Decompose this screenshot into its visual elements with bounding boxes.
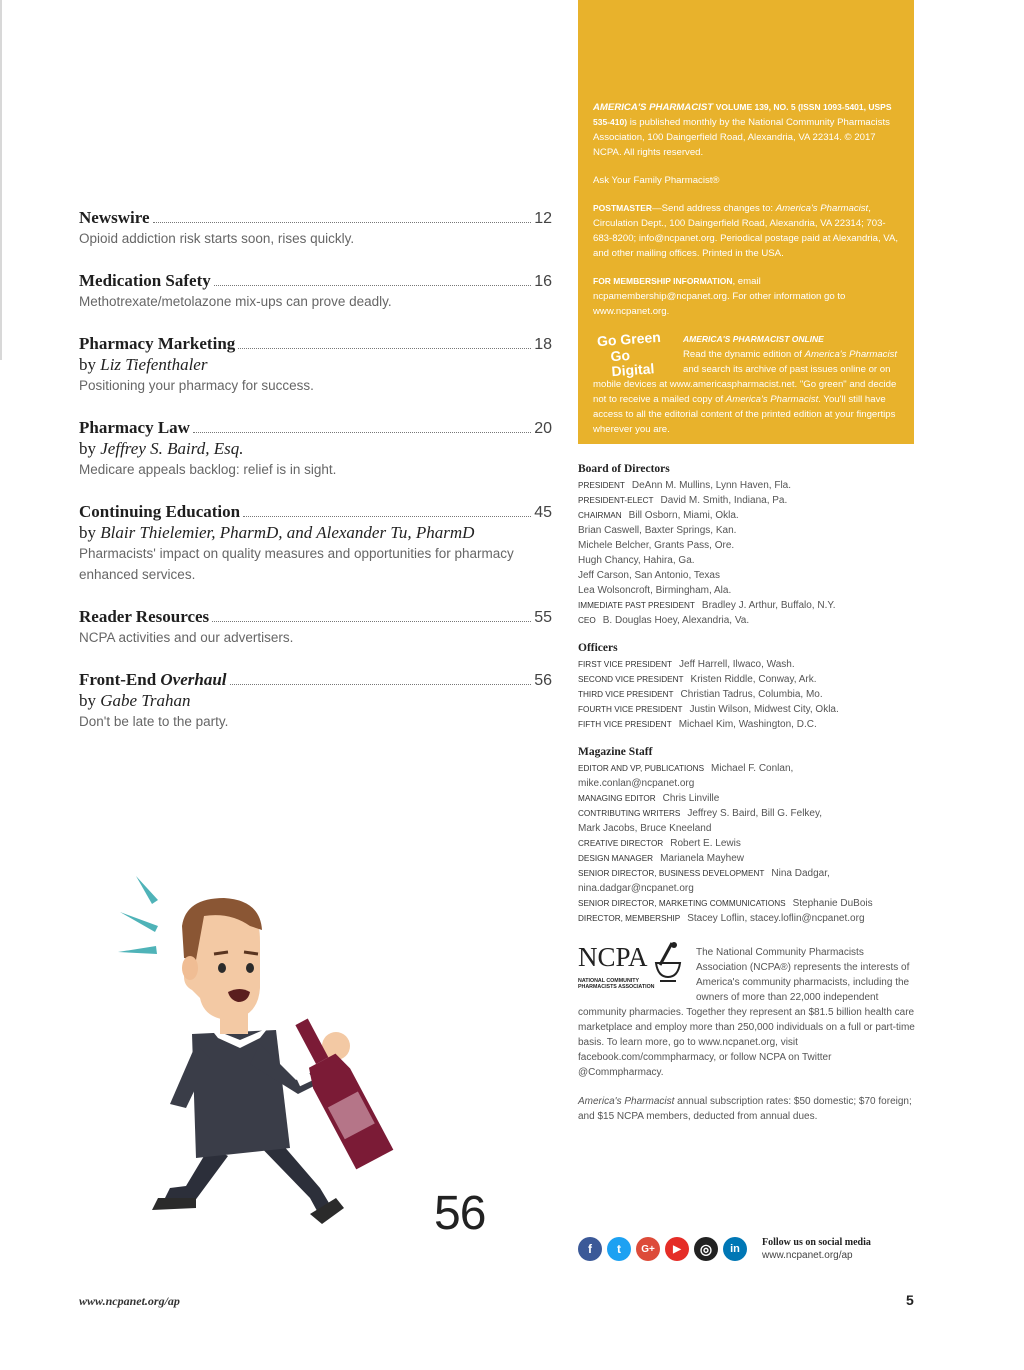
role-label: FOURTH VICE PRESIDENT — [578, 705, 683, 714]
role-label: EDITOR AND VP, PUBLICATIONS — [578, 764, 705, 773]
twitter-icon[interactable]: t — [607, 1237, 631, 1261]
mortar-pestle-icon — [650, 941, 690, 985]
postmaster-text: , Circulation Dept., 100 Daingerfield Road, Alexandria, VA 22314; 703-683-8200; info@ncpanet.org. Periodical postage paid at Alexandria, VA, and other mailing offices. Printed in the USA. — [593, 203, 899, 259]
staff-row — [578, 881, 918, 896]
toc-desc: Don't be late to the party. — [79, 714, 229, 729]
staff-row — [578, 821, 918, 836]
staff-row — [578, 851, 918, 866]
byline-author: Blair Thielemier, PharmD, and Alexander Tu, PharmD — [100, 523, 475, 542]
staff-row — [578, 806, 918, 821]
role-label: SENIOR DIRECTOR, BUSINESS DEVELOPMENT — [578, 869, 765, 878]
toc-title: Reader Resources — [79, 607, 210, 626]
toc-page: 16 — [534, 273, 552, 290]
postmaster-note — [593, 201, 900, 261]
youtube-icon[interactable]: ▶ — [665, 1237, 689, 1261]
toc-title-plain: Front-End — [79, 670, 161, 689]
toc-page: 18 — [534, 336, 552, 353]
byline-author: Jeffrey S. Baird, Esq. — [100, 439, 244, 458]
facebook-icon[interactable]: f — [578, 1237, 602, 1261]
role-label: PRESIDENT-ELECT — [578, 496, 654, 505]
role-label: CHAIRMAN — [578, 511, 622, 520]
linkedin-icon[interactable]: in — [723, 1237, 747, 1261]
toc-desc: Positioning your pharmacy for success. — [79, 378, 314, 393]
staff-row — [578, 657, 918, 672]
online-label: AMERICA'S PHARMACIST ONLINE — [683, 334, 824, 344]
postmaster-label: POSTMASTER — [593, 203, 653, 213]
person: DeAnn M. Mullins, Lynn Haven, Fla. — [631, 480, 791, 491]
person: B. Douglas Hoey, Alexandria, Va. — [602, 615, 750, 626]
staff-row — [578, 613, 918, 628]
table-of-contents — [79, 208, 552, 754]
byline-author: Liz Tiefenthaler — [100, 355, 208, 374]
staff-row — [578, 836, 918, 851]
staff-row — [578, 896, 918, 911]
toc-page: 56 — [534, 672, 552, 689]
person: mike.conlan@ncpanet.org — [578, 778, 695, 789]
postmaster-pub: America's Pharmacist — [775, 203, 869, 214]
toc-desc: Medicare appeals backlog: relief is in sight. — [79, 462, 337, 477]
ncpa-logo — [578, 942, 690, 993]
toc-entry-continuing-education[interactable] — [79, 502, 552, 585]
publication-statement — [593, 100, 900, 160]
person: Jeff Carson, San Antonio, Texas — [578, 570, 720, 581]
subscription-rates — [578, 1094, 916, 1124]
toc-page: 20 — [534, 420, 552, 437]
toc-entry-pharmacy-law[interactable] — [79, 418, 552, 480]
staff-row — [578, 672, 918, 687]
online-pub-2: America's Pharmacist — [725, 394, 819, 405]
toc-title: Medication Safety — [79, 271, 211, 290]
toc-title: Continuing Education — [79, 502, 241, 521]
toc-entry-medication-safety[interactable] — [79, 271, 552, 312]
social-text — [762, 1236, 871, 1262]
footer-page-number: 5 — [906, 1292, 914, 1308]
person: Mark Jacobs, Bruce Kneeland — [578, 823, 712, 834]
board-heading: Board of Directors — [578, 463, 670, 475]
role-label: FIRST VICE PRESIDENT — [578, 660, 673, 669]
role-label: FIFTH VICE PRESIDENT — [578, 720, 672, 729]
person: Michael F. Conlan, — [711, 763, 794, 774]
ncpa-logo-text: NCPA — [578, 942, 648, 972]
toc-title: Pharmacy Marketing — [79, 334, 236, 353]
byline-prefix: by — [79, 355, 96, 374]
google-plus-icon[interactable]: G+ — [636, 1237, 660, 1261]
staff-row — [578, 493, 918, 508]
person: Stacey Loflin, stacey.loflin@ncpanet.org — [687, 913, 865, 924]
role-label: MANAGING EDITOR — [578, 794, 656, 803]
staff-row — [578, 553, 918, 568]
person: Michael Kim, Washington, D.C. — [678, 719, 817, 730]
staff-row — [578, 523, 918, 538]
person: Jeffrey S. Baird, Bill G. Felkey, — [687, 808, 823, 819]
membership-note — [593, 274, 900, 319]
officers — [578, 641, 918, 732]
person: Stephanie DuBois — [792, 898, 873, 909]
ask-tagline: Ask Your Family Pharmacist® — [593, 175, 720, 186]
staff-row — [578, 687, 918, 702]
staff-row — [578, 583, 918, 598]
staff-row — [578, 791, 918, 806]
leader-dots — [193, 431, 531, 433]
pub-volume: VOLUME 139, NO. 5 (ISSN 1093-5401, USPS 535-410) — [593, 102, 892, 127]
staff-row — [578, 911, 918, 926]
person: Hugh Chancy, Hahira, Ga. — [578, 555, 695, 566]
online-text-1: Read the dynamic edition of — [683, 349, 805, 360]
person: Chris Linville — [662, 793, 720, 804]
toc-title-italic: Overhaul — [160, 670, 227, 689]
role-label: DIRECTOR, MEMBERSHIP — [578, 914, 681, 923]
article-page-number: 56 — [434, 1187, 486, 1240]
staff-row — [578, 478, 918, 493]
online-text-3: . You'll still have access to all the editorial content of the printed edition at your fingertips wherever you are. — [593, 394, 896, 435]
footer-url[interactable]: www.ncpanet.org/ap — [79, 1294, 180, 1308]
leader-dots — [230, 683, 532, 685]
toc-entry-reader-resources[interactable] — [79, 607, 552, 648]
leader-dots — [153, 221, 532, 223]
leader-dots — [212, 620, 531, 622]
pub-title: AMERICA'S PHARMACIST — [593, 102, 714, 113]
byline-prefix: by — [79, 691, 96, 710]
membership-text: , email ncpamembership@ncpanet.org. For other information go to www.ncpanet.org. — [593, 276, 846, 317]
sub-text: annual subscription rates: $50 domestic; $70 foreign; and $15 NCPA members, deducted from annual dues. — [578, 1096, 912, 1122]
staff-row — [578, 568, 918, 583]
role-label: DESIGN MANAGER — [578, 854, 654, 863]
officers-heading: Officers — [578, 642, 618, 654]
publication-info-box — [578, 0, 914, 444]
online-note — [593, 328, 900, 437]
toc-page: 12 — [534, 210, 552, 227]
social-url[interactable]: www.ncpanet.org/ap — [762, 1250, 853, 1261]
postmaster-dash: —Send address changes to: — [652, 203, 776, 214]
person: Robert E. Lewis — [670, 838, 741, 849]
staff-row — [578, 776, 918, 791]
toc-byline — [79, 690, 552, 711]
staff-row — [578, 717, 918, 732]
go-digital-text: Go Digital — [609, 346, 655, 380]
person: Bradley J. Arthur, Buffalo, N.Y. — [701, 600, 836, 611]
person: Lea Wolsoncroft, Birmingham, Ala. — [578, 585, 732, 596]
toc-desc: Opioid addiction risk starts soon, rises quickly. — [79, 231, 355, 246]
toc-byline — [79, 522, 552, 543]
byline-author: Gabe Trahan — [100, 691, 191, 710]
byline-prefix: by — [79, 523, 96, 542]
toc-title: Pharmacy Law — [79, 418, 190, 437]
toc-page: 45 — [534, 504, 552, 521]
staff-row — [578, 538, 918, 553]
staff-row — [578, 702, 918, 717]
online-text-2: and search its archive of past issues online or on mobile devices at www.americaspharmacist.net. "Go green" and decide not to receive a mailed copy of — [593, 364, 897, 405]
ncpa-description: The National Community Pharmacists Association (NCPA®) represents the interests of America's community pharmacists, including the owners of more than 22,000 independent community pharmacies. Together they represent an $81.5 billion health care marketplace and employ more than 250,000 individuals on a full or part-time basis. To learn more, go to www.ncpanet.org, visit facebook.com/commpharmacy, or follow NCPA on Twitter @Commpharmacy. — [578, 947, 915, 1078]
toc-desc: Methotrexate/metolazone mix-ups can prove deadly. — [79, 294, 392, 309]
magazine-staff — [578, 745, 918, 926]
person: Christian Tadrus, Columbia, Mo. — [680, 689, 823, 700]
toc-byline — [79, 354, 552, 375]
toc-desc: Pharmacists' impact on quality measures and opportunities for pharmacy enhanced services. — [79, 546, 514, 582]
instagram-icon[interactable]: ◎ — [694, 1237, 718, 1261]
staff-row — [578, 598, 918, 613]
online-pub: America's Pharmacist — [804, 349, 898, 360]
staff-row — [578, 508, 918, 523]
byline-prefix: by — [79, 439, 96, 458]
pub-text: is published monthly by the National Community Pharmacists Association, 100 Daingerfield Road, Alexandria, VA 22314. © 2017 NCPA. All rights reserved. — [593, 117, 890, 158]
toc-page: 55 — [534, 609, 552, 626]
person: Jeff Harrell, Ilwaco, Wash. — [679, 659, 795, 670]
leader-dots — [238, 347, 531, 349]
role-label: CREATIVE DIRECTOR — [578, 839, 664, 848]
person: nina.dadgar@ncpanet.org — [578, 883, 694, 894]
role-label: PRESIDENT — [578, 481, 625, 490]
toc-entry-pharmacy-marketing[interactable] — [79, 334, 552, 396]
person: David M. Smith, Indiana, Pa. — [660, 495, 788, 506]
person: Brian Caswell, Baxter Springs, Kan. — [578, 525, 737, 536]
staff-heading: Magazine Staff — [578, 746, 653, 758]
go-green-logo — [591, 328, 677, 380]
person: Nina Dadgar, — [771, 868, 830, 879]
toc-entry-newswire[interactable] — [79, 208, 552, 249]
role-label: SENIOR DIRECTOR, MARKETING COMMUNICATIONS — [578, 899, 786, 908]
ncpa-about — [578, 942, 916, 1124]
role-label: CEO — [578, 616, 596, 625]
role-label: CONTRIBUTING WRITERS — [578, 809, 681, 818]
running-man-with-wine-illustration — [100, 868, 430, 1238]
go-green-text: Go Green — [596, 328, 662, 350]
toc-title — [79, 670, 227, 690]
toc-desc: NCPA activities and our advertisers. — [79, 630, 294, 645]
staff-row — [578, 761, 918, 776]
membership-label: FOR MEMBERSHIP INFORMATION — [593, 276, 733, 286]
staff-row — [578, 866, 918, 881]
person: Bill Osborn, Miami, Okla. — [628, 510, 739, 521]
leader-dots — [214, 284, 531, 286]
margin-rule — [0, 0, 2, 360]
role-label: IMMEDIATE PAST PRESIDENT — [578, 601, 695, 610]
person: Michele Belcher, Grants Pass, Ore. — [578, 540, 735, 551]
toc-entry-front-end-overhaul[interactable] — [79, 670, 552, 732]
leader-dots — [243, 515, 531, 517]
social-label: Follow us on social media — [762, 1237, 871, 1248]
ncpa-logo-subtitle: NATIONAL COMMUNITY PHARMACISTS ASSOCIATION — [578, 978, 655, 990]
role-label: THIRD VICE PRESIDENT — [578, 690, 674, 699]
person: Justin Wilson, Midwest City, Okla. — [689, 704, 839, 715]
toc-title: Newswire — [79, 208, 150, 227]
board-of-directors — [578, 462, 918, 628]
sub-pub: America's Pharmacist — [578, 1096, 675, 1107]
social-media-bar — [578, 1236, 871, 1262]
role-label: SECOND VICE PRESIDENT — [578, 675, 684, 684]
person: Kristen Riddle, Conway, Ark. — [690, 674, 817, 685]
toc-byline — [79, 438, 552, 459]
person: Marianela Mayhew — [660, 853, 745, 864]
